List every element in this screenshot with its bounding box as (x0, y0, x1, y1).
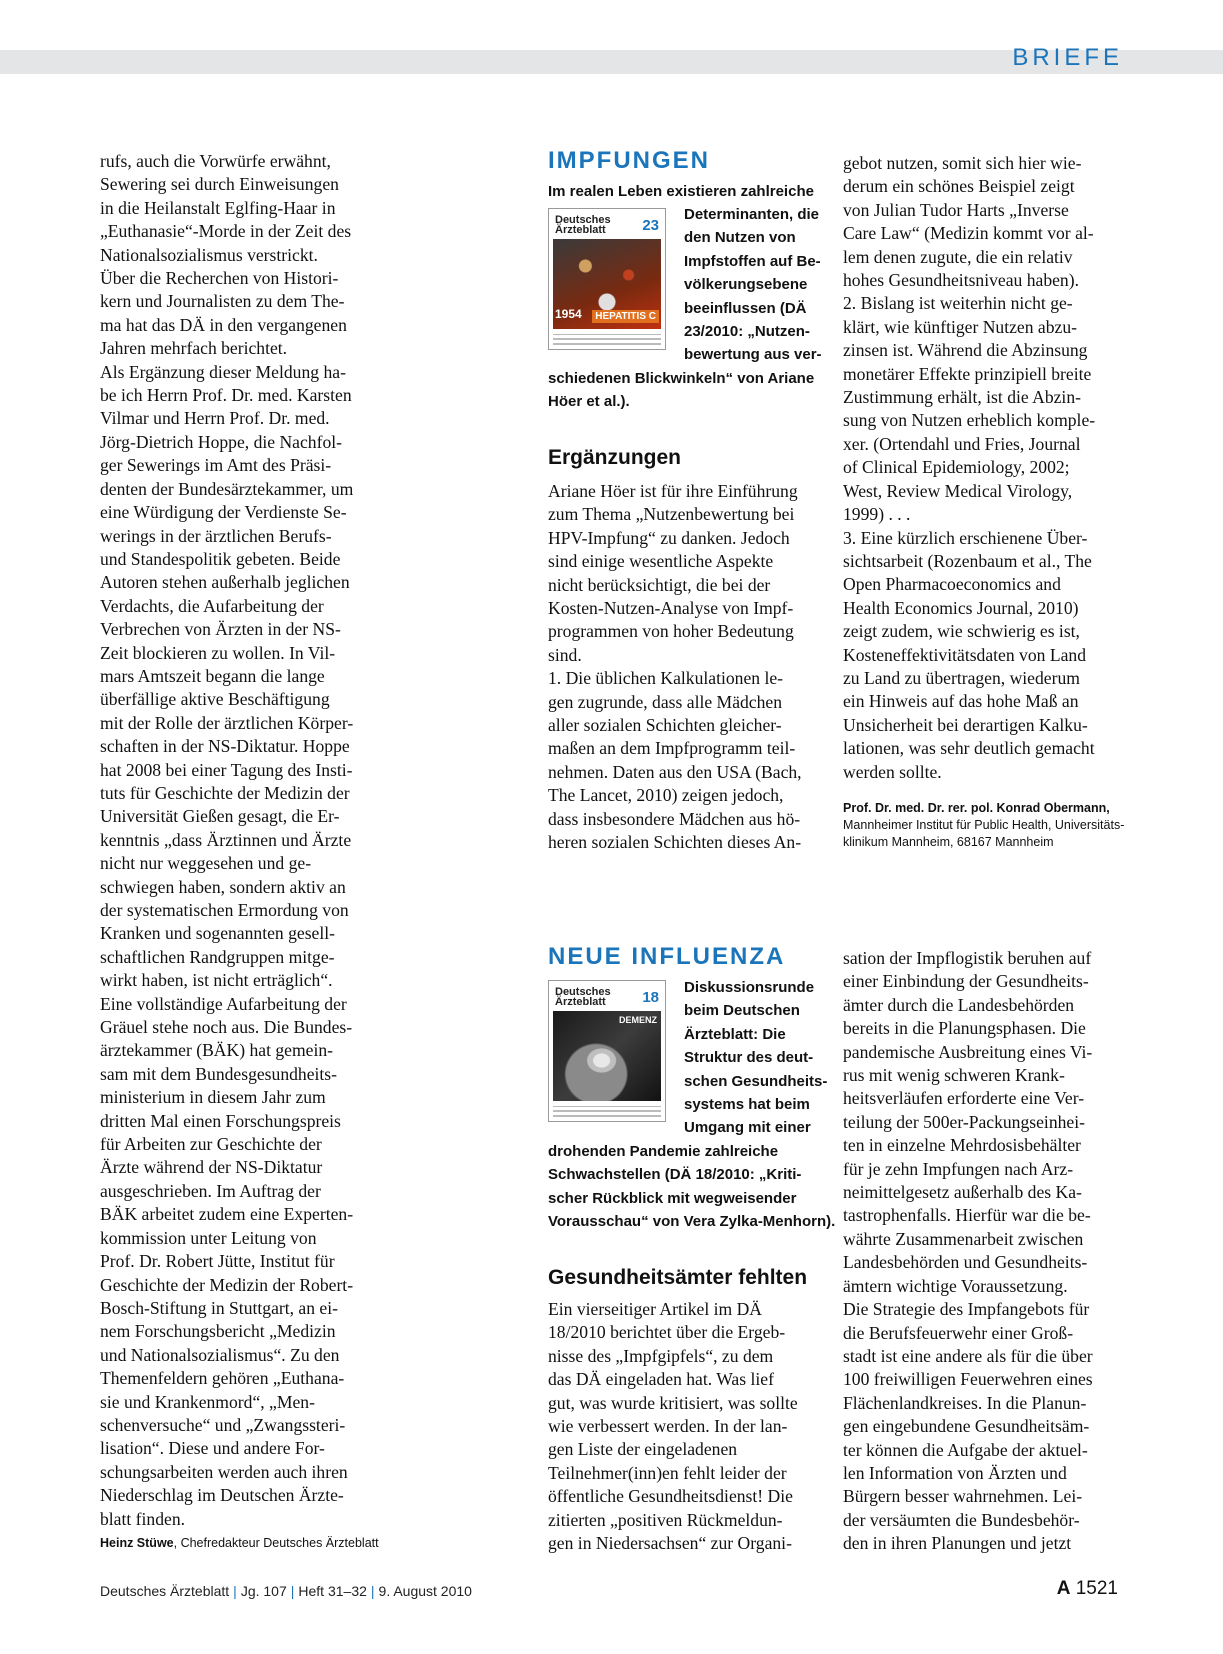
impfungen-signature-address: klinikum Mannheim, 68167 Mannheim (843, 835, 1054, 849)
text-line: schungsarbeiten werden auch ihren (100, 1461, 348, 1482)
text-line: die Berufsfeuerwehr einer Groß- (843, 1322, 1074, 1343)
text-line: werings in der ärztlichen Berufs- (100, 525, 332, 546)
footer-journal: Deutsches Ärzteblatt (100, 1583, 230, 1599)
text-line: ministerium in diesem Jahr zum (100, 1087, 326, 1108)
text-line: sation der Impflogistik beruhen auf (843, 948, 1092, 968)
text-line: schaftlichen Randgruppen mitge- (100, 946, 335, 967)
text-line: Zustimmung erhält, ist die Abzin- (843, 387, 1081, 408)
text-line: das DÄ eingeladen hat. Was lief (548, 1369, 774, 1390)
cover-issue-number: 18 (642, 989, 659, 1006)
text-line: Unsicherheit bei derartigen Kalku- (843, 714, 1088, 735)
text-line: Jörg-Dietrich Hoppe, die Nachfol- (100, 431, 342, 452)
text-line: den in ihren Planungen und jetzt (843, 1533, 1072, 1554)
text-line: Kosteneffektivitätsdaten von Land (843, 644, 1086, 665)
text-line: zitierten „positiven Rückmeldun- (548, 1509, 783, 1530)
text-line: kommission unter Leitung von (100, 1227, 317, 1248)
impfungen-body-text (548, 480, 820, 855)
text-line: Ärzte während der NS-Diktatur (100, 1157, 323, 1178)
text-line: BÄK arbeitet zudem eine Experten- (100, 1204, 354, 1225)
section-label: BRIEFE (1012, 44, 1123, 71)
influenza-right-text (843, 947, 1123, 1556)
text-line: hohes Gesundheitsniveau haben). (843, 270, 1079, 291)
intro-line: drohenden Pandemie zahlreiche (548, 1143, 779, 1160)
text-line: „Euthanasie“-Morde in der Zeit des (100, 221, 352, 242)
text-line: ger Sewerings im Amt des Präsi- (100, 455, 332, 476)
text-line: wie verbessert werden. In der lan- (548, 1416, 788, 1437)
text-line: 1. Die üblichen Kalkulationen le- (548, 668, 783, 689)
text-line: Ein vierseitiger Artikel im DÄ (548, 1299, 763, 1319)
text-line: Gräuel stehe noch aus. Die Bundes- (100, 1017, 353, 1038)
cover-headline: DEMENZ (619, 1015, 657, 1025)
text-line: ter können die Aufgabe der aktuel- (843, 1439, 1088, 1460)
text-line: monetärer Effekte prinzipiell breite (843, 363, 1092, 384)
text-line: rufs, auch die Vorwürfe erwähnt, (100, 151, 331, 171)
text-line: nisse des „Impfgipfels“, zu dem (548, 1345, 774, 1366)
intro-line: den Nutzen von (684, 229, 796, 247)
text-line: schenversuche“ und „Zwangssteri- (100, 1414, 346, 1435)
text-line: sie und Krankenmord“, „Men- (100, 1391, 315, 1412)
influenza-intro-bottom (548, 1140, 835, 1234)
text-line: kern und Journalisten zu dem The- (100, 291, 345, 312)
text-line: ärztekammer (BÄK) hat gemein- (100, 1040, 334, 1061)
intro-line: Ärzteblatt: Die (684, 1025, 786, 1043)
section-heading-neue-influenza: NEUE INFLUENZA (548, 943, 786, 970)
text-line: nehmen. Daten aus den USA (Bach, (548, 761, 802, 782)
text-line: of Clinical Epidemiology, 2002; (843, 457, 1070, 478)
cover-headline: HEPATITIS C (592, 310, 659, 323)
text-line: blatt finden. (100, 1508, 186, 1529)
page-footer: Deutsches Ärzteblatt | Jg. 107 | Heft 31–32 | 9. August 2010 (100, 1583, 472, 1599)
text-line: schaften in der NS-Diktatur. Hoppe (100, 736, 350, 757)
text-line: Verdachts, die Aufarbeitung der (100, 595, 324, 616)
text-line: Universität Gießen gesagt, die Er- (100, 806, 340, 827)
text-line: Kosten-Nutzen-Analyse von Impf- (548, 598, 794, 619)
text-line: sung von Nutzen erheblich komple- (843, 410, 1096, 431)
text-line: Über die Recherchen von Histori- (100, 268, 339, 289)
intro-line: Struktur des deut- (684, 1049, 814, 1067)
text-line: ämter durch die Landesbehörden (843, 994, 1075, 1015)
intro-line: systems hat beim (684, 1096, 810, 1114)
text-line: der versäumten die Bundesbehör- (843, 1509, 1080, 1530)
text-line: Jahren mehrfach berichtet. (100, 338, 288, 359)
text-line: werden sollte. (843, 761, 942, 782)
text-line: tuts für Geschichte der Medizin der (100, 782, 350, 803)
text-line: gen Liste der eingeladenen (548, 1439, 738, 1460)
text-line: 18/2010 berichtet über die Ergeb- (548, 1322, 786, 1343)
text-line: lisation“. Diese und andere For- (100, 1438, 325, 1459)
intro-line: Im realen Leben existieren zahlreiche (548, 183, 814, 200)
text-line: xer. (Ortendahl und Fries, Journal (843, 433, 1081, 454)
text-line: heitsverläufen erforderte eine Ver- (843, 1088, 1085, 1109)
cover-masthead: Deutsches Ärzteblatt (555, 986, 611, 1008)
text-line: gut, was wurde kritisiert, was sollte (548, 1392, 798, 1413)
text-line: 2. Bislang ist weiterhin nicht ge- (843, 293, 1073, 314)
text-line: ämtern wichtige Voraussetzung. (843, 1275, 1068, 1296)
text-line: nicht nur weggesehen und ge- (100, 853, 312, 874)
footer-date: 9. August 2010 (378, 1583, 472, 1599)
intro-line: schen Gesundheits- (684, 1072, 828, 1090)
text-line: Ariane Höer ist für ihre Einführung (548, 481, 798, 501)
text-line: nicht berücksichtigt, die bei der (548, 574, 771, 595)
impfungen-intro-beside (684, 203, 822, 367)
impfungen-right-text (843, 152, 1123, 784)
text-line: Zeit blockieren zu wollen. In Vil- (100, 642, 336, 663)
text-line: HPV-Impfung“ zu danken. Jedoch (548, 527, 790, 548)
intro-line: Vorausschau“ von Vera Zylka-Menhorn). (548, 1213, 836, 1231)
intro-line: völkerungsebene (684, 276, 808, 294)
text-line: sind einige wesentliche Aspekte (548, 551, 774, 572)
intro-line: schiedenen Blickwinkeln“ von Ariane (548, 370, 815, 387)
text-line: Niederschlag im Deutschen Ärzte- (100, 1485, 344, 1506)
text-line: lem denen zugute, die ein relativ (843, 246, 1073, 267)
text-line: sind. (548, 644, 582, 665)
subheading-ergaenzungen: Ergänzungen (548, 446, 682, 469)
text-line: Health Economics Journal, 2010) (843, 597, 1079, 618)
text-line: öffentliche Gesundheitsdienst! Die (548, 1486, 793, 1507)
text-line: dass insbesondere Mädchen aus hö- (548, 808, 801, 829)
left-column-text (100, 150, 390, 1531)
section-heading-impfungen: IMPFUNGEN (548, 147, 710, 174)
text-line: zu Land zu übertragen, wiederum (843, 667, 1080, 688)
text-line: gen zugrunde, dass alle Mädchen (548, 691, 783, 712)
text-line: überfällige aktive Beschäftigung (100, 689, 330, 710)
text-line: eine Würdigung der Verdienste Se- (100, 502, 347, 523)
intro-line: bewertung aus ver- (684, 346, 822, 364)
text-line: währte Zusammenarbeit zwischen (843, 1228, 1084, 1249)
text-line: Sewering sei durch Einweisungen (100, 174, 339, 195)
text-line: ausgeschrieben. Im Auftrag der (100, 1180, 321, 1201)
text-line: sichtsarbeit (Rozenbaum et al., The (843, 550, 1092, 571)
text-line: aller sozialen Schichten gleicher- (548, 715, 782, 736)
text-line: Kranken und sogenannten gesell- (100, 923, 335, 944)
text-line: schwiegen haben, sondern aktiv an (100, 876, 346, 897)
text-line: neimittelgesetz außerhalb des Ka- (843, 1182, 1082, 1203)
text-line: ten in einzelne Mehrdosisbehälter (843, 1135, 1081, 1156)
intro-line: Diskussionsrunde (684, 979, 815, 996)
text-line: denten der Bundesärztekammer, um (100, 478, 354, 499)
text-line: und Nationalsozialismus“. Zu den (100, 1344, 340, 1365)
impfungen-signature (843, 800, 1124, 851)
impfungen-intro-top (548, 180, 814, 203)
text-line: in die Heilanstalt Eglfing-Haar in (100, 197, 336, 218)
text-line: mars Amtszeit begann die lange (100, 665, 325, 686)
signature-role: , Chefredakteur Deutsches Ärzteblatt (173, 1536, 379, 1550)
text-line: wirkt haben, ist nicht erträglich“. (100, 970, 333, 991)
cover-issue-number: 23 (642, 217, 659, 234)
text-line: programmen von hoher Bedeutung (548, 621, 794, 642)
impfungen-intro-bottom (548, 367, 814, 414)
text-line: ma hat das DÄ in den vergangenen (100, 314, 347, 335)
footer-volume: Jg. 107 (240, 1583, 287, 1599)
text-line: Verbrechen von Ärzten in der NS- (100, 619, 341, 640)
left-signature (100, 1535, 379, 1552)
text-line: für Arbeiten zur Geschichte der (100, 1134, 322, 1155)
text-line: Teilnehmer(inn)en fehlt leider der (548, 1462, 787, 1483)
text-line: zinsen ist. Während die Abzinsung (843, 340, 1088, 361)
text-line: der systematischen Ermordung von (100, 900, 349, 920)
text-line: Prof. Dr. Robert Jütte, Institut für (100, 1251, 335, 1272)
text-line: maßen an dem Impfprogramm teil- (548, 738, 796, 759)
text-line: einer Einbindung der Gesundheits- (843, 971, 1089, 992)
intro-line: Höer et al.). (548, 393, 630, 411)
influenza-body-text (548, 1298, 820, 1555)
intro-line: Umgang mit einer (684, 1119, 811, 1137)
text-line: Nationalsozialismus verstrickt. (100, 244, 318, 265)
text-line: Bürgern besser wahrnehmen. Lei- (843, 1486, 1083, 1507)
intro-line: scher Rückblick mit wegweisender (548, 1189, 797, 1207)
text-line: kenntnis „dass Ärztinnen und Ärzte (100, 829, 352, 850)
text-line: für je zehn Impfungen nach Arz- (843, 1158, 1074, 1179)
text-line: be ich Herrn Prof. Dr. med. Karsten (100, 385, 352, 406)
text-line: Vilmar und Herrn Prof. Dr. med. (100, 408, 330, 429)
text-line: Als Ergänzung dieser Meldung ha- (100, 361, 346, 382)
text-line: hat 2008 bei einer Tagung des Insti- (100, 759, 353, 780)
text-line: Landesbehörden und Gesundheits- (843, 1252, 1088, 1273)
text-line: 1999) . . . (843, 504, 911, 525)
text-line: von Julian Tudor Harts „Inverse (843, 199, 1069, 220)
text-line: Autoren stehen außerhalb jeglichen (100, 572, 350, 593)
text-line: bereits in die Planungsphasen. Die (843, 1018, 1086, 1039)
signature-name: Heinz Stüwe (100, 1536, 174, 1550)
text-line: derum ein schönes Beispiel zeigt (843, 176, 1075, 197)
text-line: klärt, wie künftiger Nutzen abzu- (843, 316, 1078, 337)
text-line: The Lancet, 2010) zeigen jedoch, (548, 785, 784, 806)
text-line: 3. Eine kürzlich erschienene Über- (843, 527, 1088, 548)
text-line: rus mit wenig schweren Krank- (843, 1065, 1065, 1086)
text-line: Care Law“ (Medizin kommt vor al- (843, 223, 1094, 244)
text-line: 100 freiwilligen Feuerwehren eines (843, 1369, 1093, 1390)
text-line: Eine vollständige Aufarbeitung der (100, 993, 347, 1014)
influenza-cover-image (548, 980, 666, 1122)
text-line: mit der Rolle der ärztlichen Körper- (100, 712, 354, 733)
intro-line: Impfstoffen auf Be- (684, 252, 821, 270)
text-line: und Standespolitik gebeten. Beide (100, 548, 341, 569)
text-line: teilung der 500er-Packungseinhei- (843, 1111, 1085, 1132)
text-line: lationen, was sehr deutlich gemacht (843, 738, 1095, 759)
text-line: heren sozialen Schichten dieses An- (548, 832, 802, 853)
subheading-gesundheitsaemter: Gesundheitsämter fehlten (548, 1266, 808, 1289)
intro-line: beim Deutschen (684, 1002, 800, 1020)
text-line: Open Pharmacoeconomics and (843, 574, 1061, 595)
page-number: A 1521 (1056, 1578, 1118, 1599)
text-line: zum Thema „Nutzenbewertung bei (548, 504, 795, 525)
text-line: West, Review Medical Virology, (843, 480, 1073, 501)
text-line: Themenfeldern gehören „Euthana- (100, 1368, 345, 1389)
text-line: pandemische Ausbreitung eines Vi- (843, 1041, 1093, 1062)
influenza-intro-beside (684, 976, 827, 1140)
impfungen-signature-name: Prof. Dr. med. Dr. rer. pol. Konrad Obermann, (843, 801, 1110, 815)
cover-photo (553, 239, 661, 329)
text-line: gebot nutzen, somit sich hier wie- (843, 153, 1082, 173)
text-line: Bosch-Stiftung in Stuttgart, an ei- (100, 1297, 338, 1318)
text-line: sam mit dem Bundesgesundheits- (100, 1063, 338, 1084)
intro-line: beeinflussen (DÄ (684, 299, 807, 317)
cover-photo (553, 1011, 661, 1101)
footer-issue: Heft 31–32 (298, 1583, 367, 1599)
intro-line: 23/2010: „Nutzen- (684, 323, 810, 341)
text-line: nem Forschungsbericht „Medizin (100, 1321, 336, 1342)
cover-year: 1954 (555, 307, 582, 321)
impfungen-cover-image (548, 208, 666, 350)
intro-line: Determinanten, die (684, 206, 820, 223)
cover-masthead: Deutsches Ärzteblatt (555, 214, 611, 236)
text-line: zeigt zudem, wie schwierig es ist, (843, 621, 1080, 642)
text-line: stadt ist eine andere als für die über (843, 1345, 1093, 1366)
text-line: gen eingebundene Gesundheitsäm- (843, 1416, 1090, 1437)
impfungen-signature-affiliation: Mannheimer Institut für Public Health, Universitäts- (843, 818, 1125, 832)
text-line: Geschichte der Medizin der Robert- (100, 1274, 354, 1295)
intro-line: Schwachstellen (DÄ 18/2010: „Kriti- (548, 1166, 802, 1184)
text-line: len Information von Ärzten und (843, 1462, 1067, 1483)
text-line: dritten Mal einen Forschungspreis (100, 1110, 341, 1131)
text-line: Die Strategie des Impfangebots für (843, 1299, 1090, 1320)
text-line: Flächenlandkreises. In die Planun- (843, 1392, 1087, 1413)
text-line: ein Hinweis auf das hohe Maß an (843, 691, 1079, 712)
text-line: gen in Niedersachsen“ zur Organi- (548, 1533, 792, 1554)
text-line: tastrophenfalls. Hierfür war die be- (843, 1205, 1091, 1226)
